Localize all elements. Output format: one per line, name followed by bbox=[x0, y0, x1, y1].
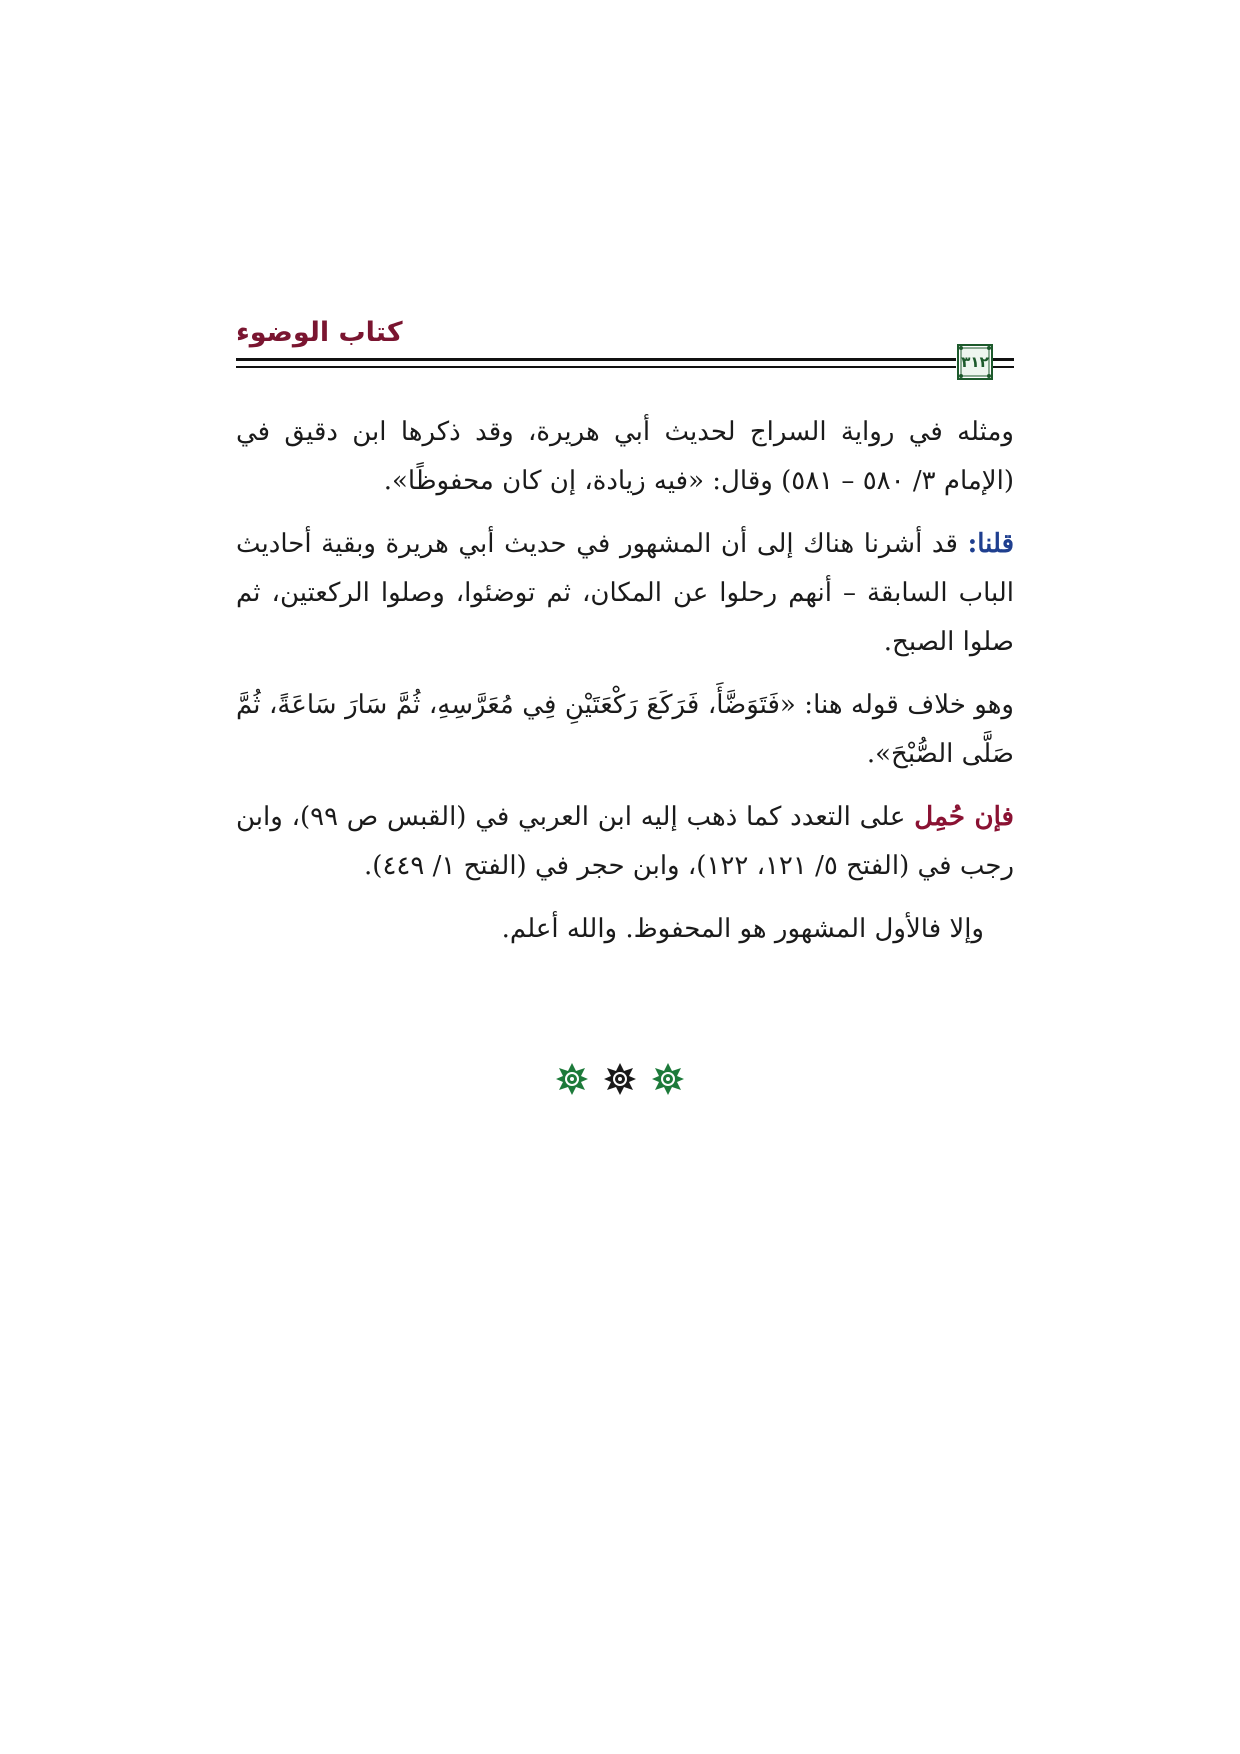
star-flower-ornament-icon bbox=[603, 1062, 637, 1096]
section-end-ornaments bbox=[520, 1062, 720, 1102]
paragraph-4-text: على التعدد كما ذهب إليه ابن العربي في (القبس ص ٩٩)، وابن رجب في (الفتح ٥/ ١٢١، ١٢٢)، وابن حجر في (الفتح ١/ ٤٤٩). bbox=[236, 802, 1014, 881]
star-flower-ornament-icon bbox=[555, 1062, 589, 1096]
star-flower-ornament-icon bbox=[651, 1062, 685, 1096]
header-rule-bottom bbox=[236, 366, 956, 368]
page-number: ٣١٢ bbox=[961, 353, 989, 371]
paragraph-2-lead: قلنا: bbox=[967, 529, 1014, 559]
header-rule-short-top bbox=[992, 358, 1014, 361]
paragraph-4-lead: فإن حُمِل bbox=[914, 802, 1014, 832]
paragraph-4 bbox=[236, 793, 1014, 891]
paragraph-1 bbox=[236, 408, 1014, 506]
page-header bbox=[236, 316, 1014, 390]
paragraph-1-text: ومثله في رواية السراج لحديث أبي هريرة، وقد ذكرها ابن دقيق في (الإمام ٣/ ٥٨٠ – ٥٨١) وقال: «فيه زيادة، إن كان محفوظًا». bbox=[236, 417, 1014, 496]
header-rule-short-bottom bbox=[992, 366, 1014, 368]
paragraph-3-text: وهو خلاف قوله هنا: «فَتَوَضَّأَ، فَرَكَعَ رَكْعَتَيْنِ فِي مُعَرَّسِهِ، ثُمَّ سَارَ سَاعَةً، ثُمَّ صَلَّى الصُّبْحَ». bbox=[236, 690, 1014, 769]
page-body bbox=[236, 408, 1014, 968]
paragraph-5 bbox=[236, 905, 1014, 954]
header-rule-top bbox=[236, 358, 956, 361]
paragraph-3 bbox=[236, 681, 1014, 779]
page-number-badge bbox=[957, 344, 993, 380]
chapter-title: كتاب الوضوء bbox=[236, 317, 403, 348]
paragraph-2-text: قد أشرنا هناك إلى أن المشهور في حديث أبي هريرة وبقية أحاديث الباب السابقة – أنهم رحلوا عن المكان، ثم توضئوا، وصلوا الركعتين، ثم صلوا الصبح. bbox=[236, 529, 1014, 657]
paragraph-2 bbox=[236, 520, 1014, 667]
paragraph-5-text: وإلا فالأول المشهور هو المحفوظ. والله أعلم. bbox=[501, 914, 984, 944]
